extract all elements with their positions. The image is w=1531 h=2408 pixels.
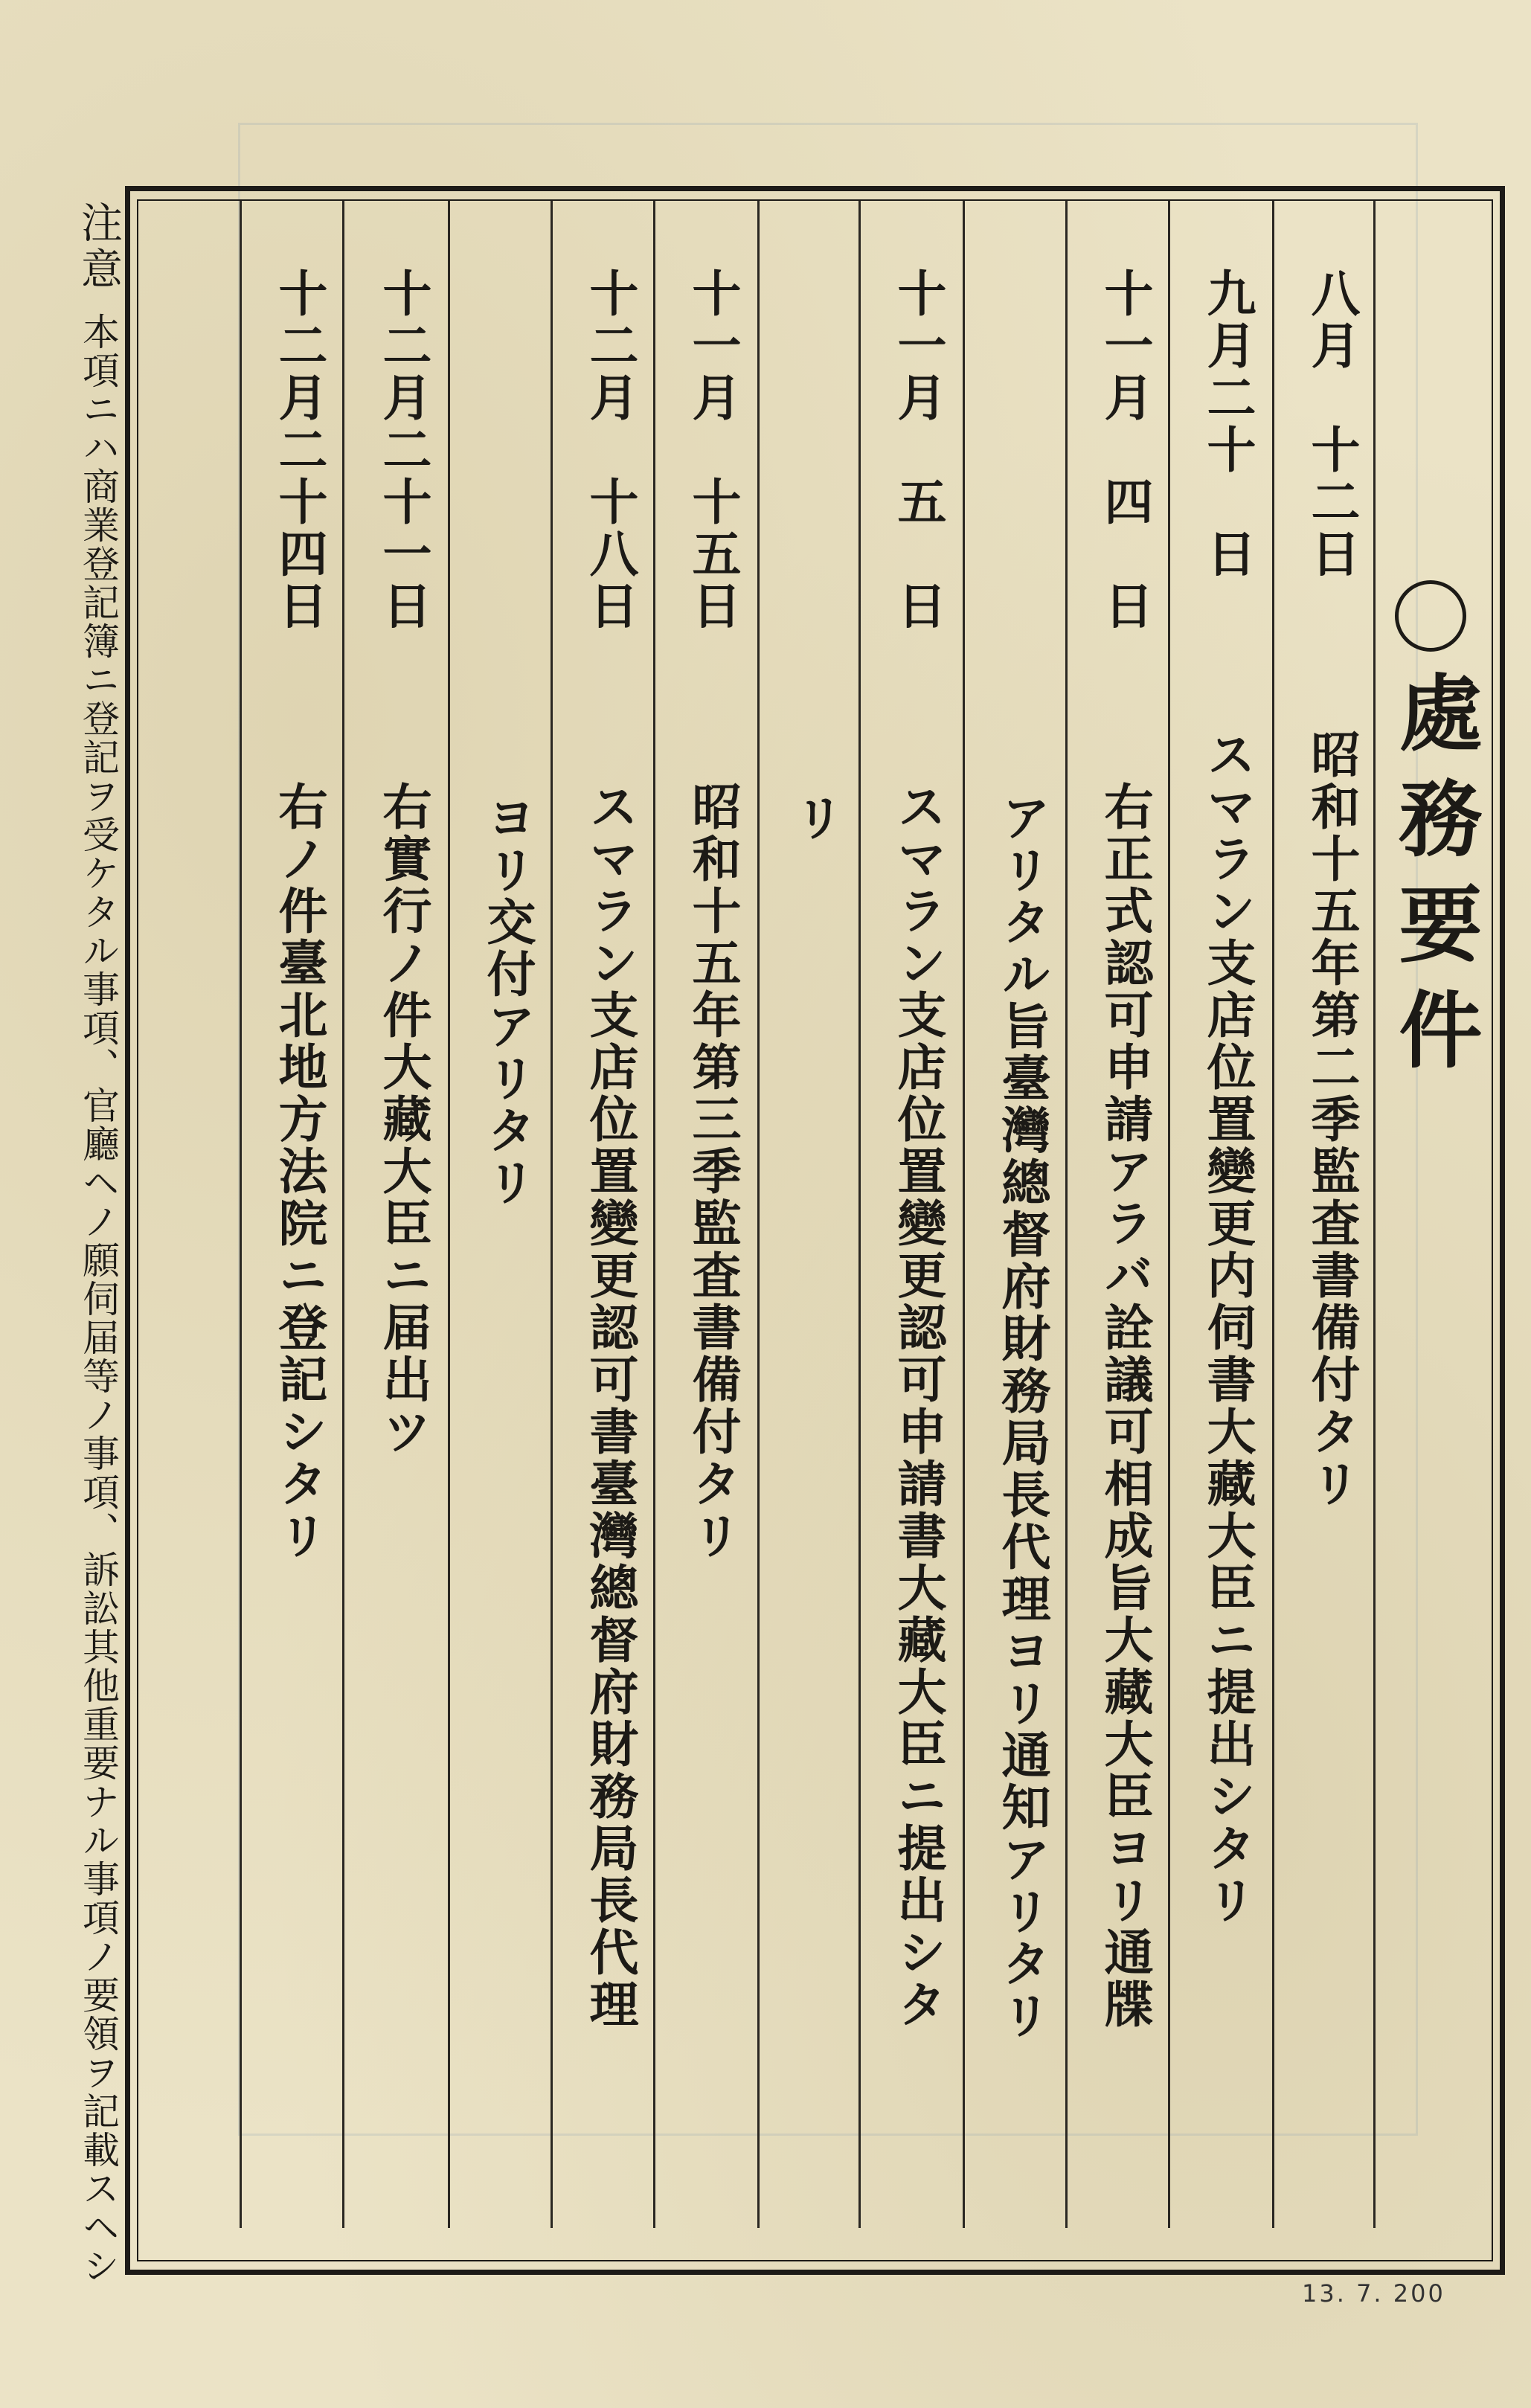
column-rule [963,201,965,2228]
column-rule [342,201,344,2228]
column-rule [240,201,242,2228]
entry-date: 十二月二十一日 [374,268,432,632]
entry-column [366,268,440,1458]
column-rule [653,201,655,2228]
column-rule [1272,201,1274,2228]
column-rule [448,201,450,2228]
entry-column [778,792,853,844]
entry-text: スマラン支店位置變更認可申請書大藏大臣ニ提出シタ [889,781,947,2031]
entry-text: 右ノ件臺北地方法院ニ登記シタリ [270,781,328,1562]
entry-text: 昭和十五年第二季監査書備付タリ [1303,729,1361,1510]
entry-text: リ [786,792,844,844]
entry-date: 十一月 十五日 [684,268,742,632]
title-circle-mark [1395,580,1466,652]
inner-frame [137,199,1493,2261]
entry-date: 十二月 十八日 [581,268,639,632]
entry-column [881,268,955,2031]
entry-column [675,268,750,1562]
entry-column [470,792,545,1209]
column-rule [1168,201,1170,2228]
entry-column [1294,268,1369,1510]
entry-column [985,792,1059,2042]
column-rule [551,201,553,2228]
note-label: 注意 [74,201,123,293]
entry-date: 十一月 五 日 [889,268,947,632]
column-rule [757,201,760,2228]
entry-text: スマラン支店位置變更内伺書大藏大臣ニ提出シタリ [1198,729,1256,1927]
entry-text: 昭和十五年第三季監査書備付タリ [684,781,742,1562]
page-title: 處務要件 [1385,670,1483,1092]
entry-text: 右正式認可申請アラバ詮議可相成旨大藏大臣ヨリ通牒 [1096,781,1154,2031]
entry-text: ヨリ交付アリタリ [478,792,536,1209]
column-rule [858,201,861,2228]
entry-date: 十一月 四 日 [1096,268,1154,632]
entry-column [262,268,336,1562]
print-code: 13. 7. 200 [1302,2279,1445,2308]
entry-column [573,268,647,2031]
entry-column [1088,268,1162,2031]
entry-text: 右實行ノ件大藏大臣ニ届出ツ [374,781,432,1458]
entry-text: アリタル旨臺灣總督府財務局長代理ヨリ通知アリタリ [993,792,1051,2042]
entry-column [1190,268,1265,1927]
note-text: 本項ニハ商業登記簿ニ登記ヲ受ケタル事項、官廳ヘノ願伺届等ノ事項、訴訟其他重要ナル事項ノ要領ヲ記載スヘシ [77,312,120,2285]
column-rule [1373,201,1376,2228]
column-rule [1065,201,1068,2228]
entry-date: 十二月二十四日 [270,268,328,632]
entry-date: 八月 十二日 [1303,268,1361,580]
entry-text: スマラン支店位置變更認可書臺灣總督府財務局長代理 [581,781,639,2031]
entry-date: 九月二十 日 [1198,268,1256,580]
